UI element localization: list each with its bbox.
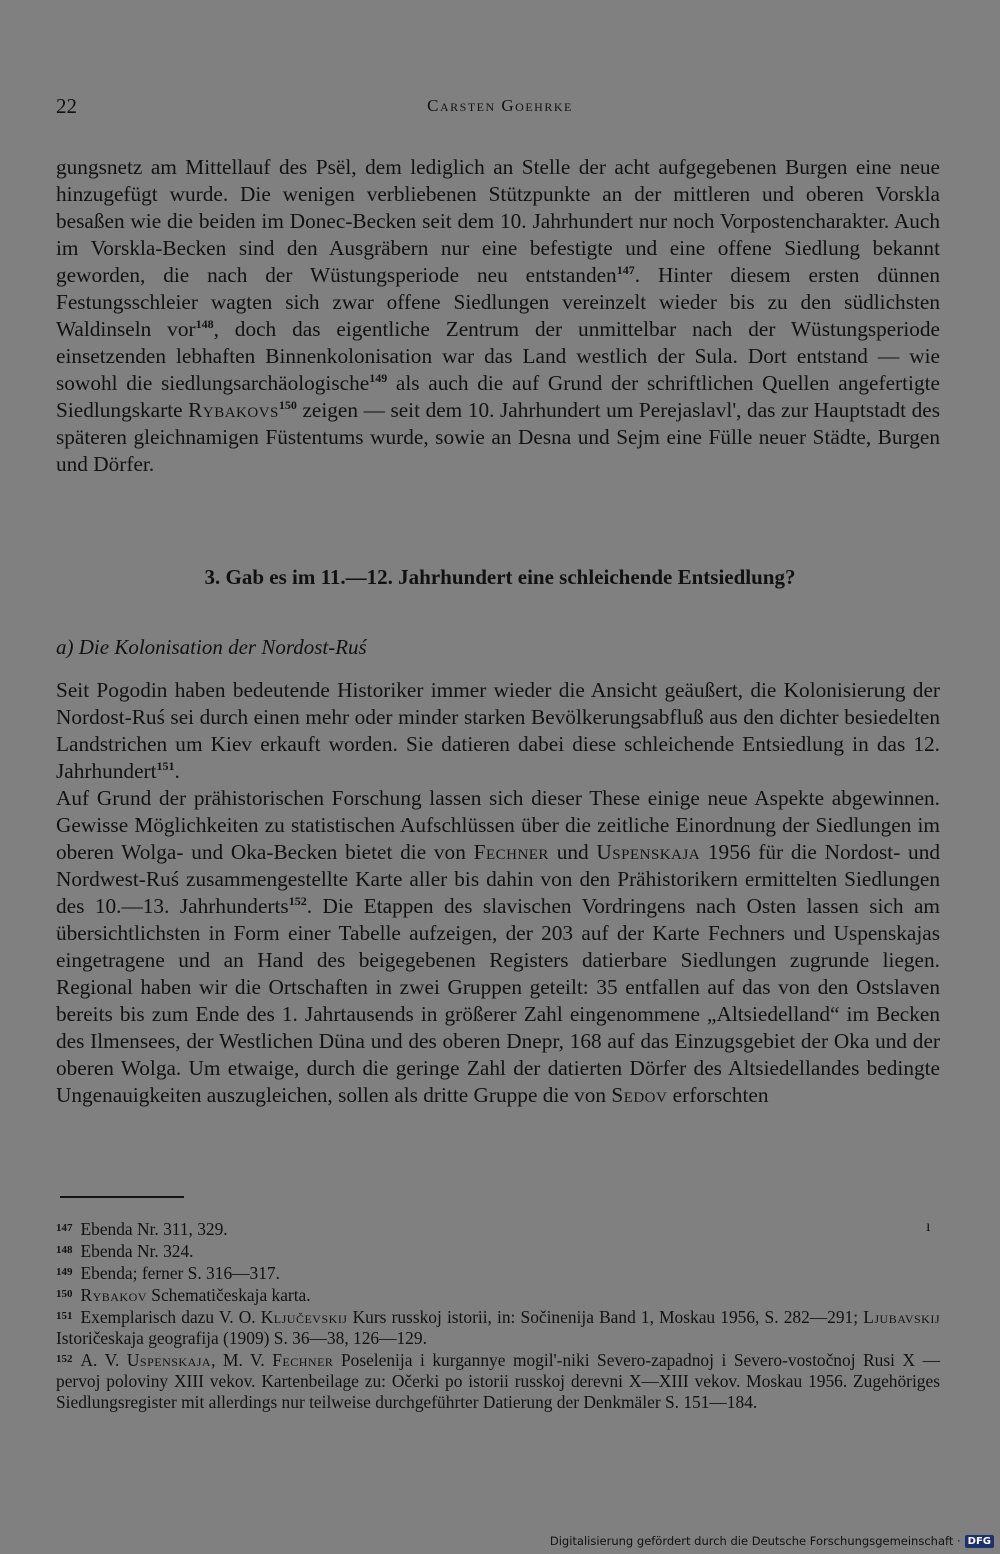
footnote-147: $^{147}$ Ebenda Nr. 311, 329. — [56, 1219, 228, 1239]
footnote-divider — [60, 1196, 184, 1198]
running-head: Carsten Goehrke — [427, 96, 573, 115]
footnote-number: 151 — [56, 1310, 73, 1322]
footnote-number: 152 — [56, 1353, 73, 1365]
footnotes — [56, 1218, 940, 1413]
footnote-ref[interactable]: 147 — [616, 262, 635, 277]
footnote-150: $^{150}$ Rybakov Schematičeskaja karta. — [56, 1285, 311, 1305]
footnote-number: 147 — [56, 1222, 73, 1234]
section-heading: 3. Gab es im 11.—12. Jahrhundert eine schleichende Entsiedlung? — [204, 565, 796, 589]
footnote-148: $^{148}$ Ebenda Nr. 324. — [56, 1241, 194, 1261]
author-name: Ključevskij — [260, 1307, 348, 1327]
author-name: Uspenskaja — [126, 1350, 212, 1370]
author-name: Fechner — [272, 1350, 334, 1370]
footnote-152: $^{152}$ A. V. Uspenskaja, M. V. Fechner Poselenija i kurgannye mogil'-niki Severo-zapadnoj i Severo-vostočnoj Rusi X — pervoj poloviny XIII vekov. Kartenbeilage zu: Očerki po istorii russkoj derevni X—XIII vekov. Moskau 1956. Zugehöriges Siedlungsregister mit allerdings nur teilweise durchgeführter Datierung der Denkmäler S. 151—184. — [56, 1350, 940, 1412]
dfg-logo: DFG — [965, 1535, 994, 1548]
footnote-number: 148 — [56, 1244, 73, 1256]
author-name: Rybakov — [80, 1285, 147, 1305]
credit-text: Digitalisierung gefördert durch die Deutsche Forschungsgemeinschaft · — [549, 1534, 961, 1548]
paragraph: Auf Grund der prähistorischen Forschung lassen sich dieser These einige neue Aspekte abgewinnen. Gewisse Möglichkeiten zu statistischen Aufschlüssen über die zeitliche Einordnung der Siedlungen im oberen Wolga- und Oka-Becken bietet die von Fechner und Uspenskaja 1956 für die Nordost- und Nordwest-Ruś zusammengestellte Karte aller bis dahin von den Prähistorikern ermittelten Siedlungen des 10.—13. Jahrhunderts$^{152}$. Die Etappen des slavischen Vordringens nach Osten lassen sich am übersichtlichsten in Form einer Tabelle aufzeigen, der 203 auf der Karte Fechners und Uspenskajas eingetragene und an Hand des beigegebenen Registers datierbare Siedlungen zugrunde liegen. Regional haben wir die Ortschaften in zwei Gruppen geteilt: 35 entfallen auf das von den Ostslaven bereits bis zum Ende des 1. Jahrtausends in größerer Zahl eingenommene „Altsiedelland“ im Becken des Ilmensees, der Westlichen Düna und des oberen Dnepr, 168 auf das Einzugsgebiet der Oka und der oberen Wolga. Um etwaige, durch die geringe Zahl der datierten Dörfer des Altsiedellandes bedingte Ungenauigkeiten auszugleichen, sollen als dritte Gruppe die von Sedov erforschten — [56, 786, 940, 1107]
body-text-bottom — [56, 677, 940, 1109]
author-name: Fechner — [473, 840, 549, 864]
author-name: Sedov — [611, 1083, 668, 1107]
footnote-number: 150 — [56, 1288, 73, 1300]
footnote-ref[interactable]: 150 — [278, 397, 297, 412]
footnote-ref[interactable]: 152 — [288, 893, 307, 908]
author-name: Uspenskaja — [596, 840, 701, 864]
paragraph: Seit Pogodin haben bedeutende Historiker immer wieder die Ansicht geäußert, die Kolonisierung der Nordost-Ruś sei durch einen mehr oder minder starken Bevölkerungsabfluß aus den dichter besiedelten Landstrichen um Kiev erkauft worden. Sie datieren dabei diese schleichende Entsiedlung in das 12. Jahrhundert$^{151}$. — [56, 678, 940, 783]
footnote-ref[interactable]: 151 — [156, 758, 175, 773]
digitization-credit — [550, 1534, 994, 1548]
subsection-heading: a) Die Kolonisation der Nordost-Ruś — [56, 635, 367, 659]
author-name: Rybakovs — [188, 398, 279, 422]
footnote-ref[interactable]: 149 — [369, 370, 388, 385]
page-number: 22 — [56, 94, 77, 118]
author-name: Ljubavskij — [863, 1307, 940, 1327]
footnote-149: $^{149}$ Ebenda; ferner S. 316—317. — [56, 1263, 280, 1283]
footnote-ref[interactable]: 148 — [195, 316, 214, 331]
stray-mark: ı — [926, 1218, 931, 1235]
footnote-151: $^{151}$ Exemplarisch dazu V. O. Ključevskij Kurs russkoj istorii, in: Sočinenija Band 1, Moskau 1956, S. 282—291; Ljubavskij Istoričeskaja geografija (1909) S. 36—38, 126—129. — [56, 1307, 940, 1348]
body-text-top — [56, 154, 940, 478]
footnote-number: 149 — [56, 1266, 73, 1278]
paragraph: gungsnetz am Mittellauf des Psël, dem lediglich an Stelle der acht aufgegebenen Burgen eine neue hinzugefügt wurde. Die wenigen verbliebenen Stützpunkte an der mittleren und oberen Vorskla besaßen wie die beiden im Donec-Becken seit dem 10. Jahrhundert nur noch Vorpostencharakter. Auch im Vorskla-Becken sind den Ausgräbern nur eine befestigte und eine offene Siedlung bekannt geworden, die nach der Wüstungsperiode neu entstanden$^{147}$. Hinter diesem ersten dünnen Festungsschleier wagten sich zwar offene Siedlungen vereinzelt wieder bis zu den südlichsten Waldinseln vor$^{148}$, doch das eigentliche Zentrum der unmittelbar nach der Wüstungsperiode einsetzenden lebhaften Binnenkolonisation war das Land westlich der Sula. Dort entstand — wie sowohl die siedlungsarchäologische$^{149}$ als auch die auf Grund der schriftlichen Quellen angefertigte Siedlungskarte Rybakovs$^{150}$ zeigen — seit dem 10. Jahrhundert um Perejaslavl', das zur Hauptstadt des späteren gleichnamigen Füstentums wurde, sowie an Desna und Sejm eine Fülle neuer Städte, Burgen und Dörfer. — [56, 155, 940, 476]
